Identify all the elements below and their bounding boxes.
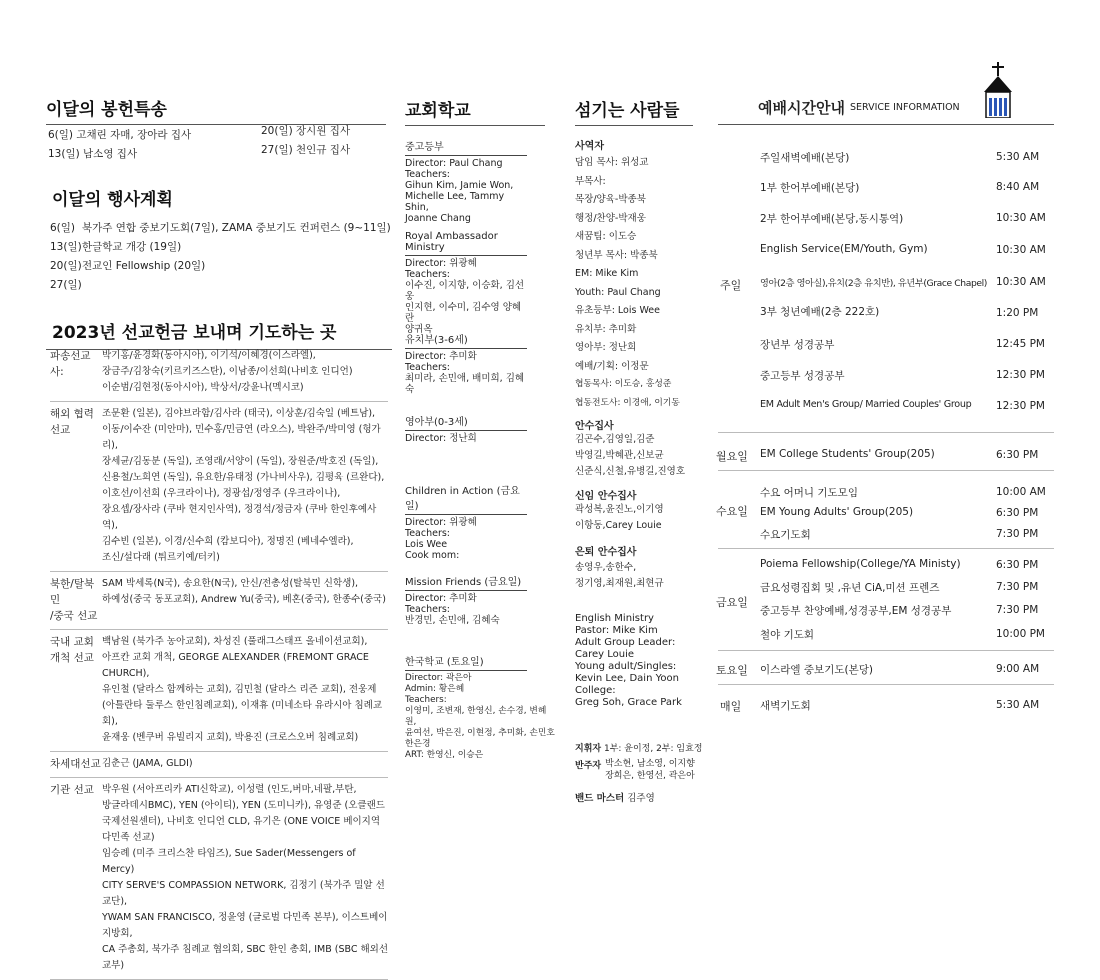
band-value: 김주영: [627, 793, 655, 804]
service-time: 7:30 PM: [996, 604, 1039, 616]
section-title: 유치부(3-6세): [405, 331, 527, 349]
service-name: 수요 어머니 기도모임: [760, 487, 858, 499]
section-body: Director: 곽은아 Admin: 황은혜 Teachers: 이영미, 조변재, 한영신, 손수경, 변혜원, 윤여선, 박은진, 이현정, 추미화, 손민호 한은경 ART: 한영신, 이승은: [405, 673, 555, 760]
event-text: 한글학교 개강 (19일): [82, 241, 182, 253]
staff-item: 협동전도사: 이경애, 이기동: [575, 397, 680, 408]
event-day: 6(일): [50, 222, 76, 234]
accomp-value: 박소현, 남소영, 이지향 장희은, 한영선, 곽은아: [605, 759, 695, 781]
divider: [718, 432, 1054, 433]
mission-label: 해외 협력 선교: [50, 408, 94, 436]
mission-text: 백남원 (북가주 농아교회), 차성진 (풀래그스태프 올네이션교회), 아프칸 교회 개척, GEORGE ALEXANDER (FREMONT GRACE CHURCH), 유인철 (달라스 함께하는 교회), 김민철 (달라스 리즌 교회), 전웅제 (아틀란타 둘루스 한인침례교회), 이재휴 (미네소타 유라시아 침례교회), 윤재웅 (벤쿠버 유빌리지 교회), 박용진 (크로스오버 침례교회): [102, 636, 383, 743]
divider: [718, 548, 1054, 549]
event-row: [50, 220, 395, 239]
offering-title: 이달의 봉헌특송: [46, 95, 386, 125]
offering-right-1: 20(일) 장시원 집사: [261, 125, 351, 137]
service-name: EM Young Adults' Group(205): [760, 506, 914, 518]
mission-row: [50, 344, 388, 402]
staff-item: 청년부 목사: 박종북: [575, 249, 658, 261]
em-block: English Ministry Pastor: Mike Kim Adult Group Leader: Carey Louie Young adult/Singles: Kevin Lee, Dain Yoon College: Greg Soh, Grace Park: [575, 613, 682, 708]
service-name: Poiema Fellowship(College/YA Ministy): [760, 558, 961, 570]
service-name: EM College Students' Group(205): [760, 448, 935, 460]
service-time: 12:30 PM: [996, 369, 1045, 381]
mission-row: [50, 752, 388, 778]
offering-left-1: 6(일) 고채린 자매, 장아라 집사: [48, 129, 192, 141]
staff-item: 목장/양육-박종북: [575, 194, 646, 205]
service-time: 10:00 AM: [996, 486, 1046, 498]
service-time: 9:00 AM: [996, 663, 1040, 675]
service-title-en: SERVICE INFORMATION: [850, 102, 960, 113]
offering-left-2: 13(일) 남소영 집사: [48, 148, 138, 160]
day-label-saturday: 토요일: [716, 664, 748, 677]
mission-text: 박기홍/윤경화(동아시아), 이기석/이혜경(이스라엘), 장금주/김창숙(키르키즈스탄), 이남종/이선희(나비호 인디언) 이순범/김현정(동아시아), 박상서/강윤나(멕시코): [102, 350, 353, 393]
mission-text: 김춘근 (JAMA, GLDI): [102, 758, 193, 769]
service-name: 영아(2층 영아실),유치(2층 유치반), 유년부(Grace Chapel): [760, 278, 987, 289]
staff-item: 담임 목사: 위성교: [575, 157, 649, 168]
mission-label: 기관 선교: [50, 784, 94, 796]
service-name: 2부 한어부예배(본당,동시통역): [760, 213, 904, 225]
service-name: 3부 청년예배(2층 222호): [760, 306, 880, 318]
deacons-head: 안수집사: [575, 421, 614, 432]
day-label-sunday: 주일: [720, 279, 742, 292]
mission-title: 2023년 선교헌금 보내며 기도하는 곳: [46, 318, 392, 350]
events-title: 이달의 행사계획: [52, 190, 173, 210]
service-name: 주일새벽예배(본당): [760, 152, 850, 164]
section-body: Director: 추미화 Teachers: 최미라, 손민애, 배미희, 김혜숙: [405, 351, 525, 395]
service-time: 12:30 PM: [996, 400, 1045, 412]
staff-item: 부목사:: [575, 175, 606, 187]
section-title: Children in Action (금요일): [405, 482, 527, 515]
staff-item: 영아부: 정난희: [575, 342, 637, 353]
school-title: 교회학교: [405, 96, 545, 126]
divider: [718, 470, 1054, 471]
service-time: 12:45 PM: [996, 338, 1045, 350]
new-deacons-list: 곽성복,윤진노,이기영 이항동,Carey Louie: [575, 504, 664, 531]
service-time: 7:30 PM: [996, 528, 1039, 540]
offering-right-2: 27(일) 천인규 집사: [261, 144, 351, 156]
servers-title: 섬기는 사람들: [575, 96, 693, 126]
mission-label: 북한/탈북민 /중국 선교: [50, 578, 98, 622]
service-name: EM Adult Men's Group/ Married Couples' Group: [760, 399, 972, 410]
service-time: 10:00 PM: [996, 628, 1045, 640]
events-list: [50, 220, 395, 296]
service-name: 중고등부 찬양예배,성경공부,EM 성경공부: [760, 605, 952, 617]
service-time: 6:30 PM: [996, 559, 1039, 571]
service-name: 1부 한어부예배(본당): [760, 182, 860, 194]
church-icon: [976, 62, 1020, 118]
service-header: [718, 60, 1054, 125]
staff-item: 유초등부: Lois Wee: [575, 305, 661, 316]
school-section: [405, 138, 527, 224]
conductor-value: 1부: 윤이정, 2부: 임효정: [603, 744, 703, 754]
staff-item: 새꿈팀: 이도승: [575, 231, 637, 242]
staff-block: [575, 137, 700, 416]
new-deacons-head: 신임 안수집사: [575, 491, 637, 502]
section-title: 중고등부: [405, 138, 527, 156]
service-time: 1:20 PM: [996, 307, 1039, 319]
staff-item: 협동목사: 이도승, 홍성준: [575, 379, 672, 389]
service-time: 5:30 AM: [996, 151, 1040, 163]
school-section: [405, 231, 527, 335]
section-body: Director: Paul Chang Teachers: Gihun Kim, Jamie Won, Michelle Lee, Tammy Shin, Joanne Chang: [405, 158, 514, 224]
staff-item: EM: Mike Kim: [575, 268, 639, 279]
accomp-row: [575, 758, 695, 782]
day-label-daily: 매일: [720, 700, 742, 713]
service-time: 10:30 AM: [996, 276, 1046, 288]
band-label: 밴드 마스터: [575, 793, 625, 804]
service-title: 예배시간안내: [758, 99, 845, 117]
mission-row: [50, 402, 388, 572]
retired-head: 은퇴 안수집사: [575, 547, 637, 558]
event-row: [50, 239, 395, 258]
section-body: Director: 추미화 Teachers: 반경민, 손민애, 김혜숙: [405, 593, 500, 626]
mission-label: 파송선교사:: [50, 350, 91, 378]
day-label-wednesday: 수요일: [716, 505, 748, 518]
mission-row: [50, 630, 388, 752]
school-section: [405, 653, 555, 761]
conductor-label: 지휘자: [575, 744, 602, 754]
mission-text: 조문환 (일본), 김야브라함/김사라 (태국), 이상훈/김숙일 (베트남), 이동/이수잔 (미안마), 민수홍/민금연 (라오스), 박완주/박미영 (헝가리), 장세균/김동분 (독일), 조영래/서양이 (독일), 장원준/박호진 (독일), 신용철/노희연 (독일), 유요한/유태정 (가나비사우), 김평육 (르완다), 이호선/이선희 (우크라이나), 정광섭/정영주 (우크라이나), 장요셉/장사라 (쿠바 현지인사역), 정경석/정금자 (쿠바 한인후예사역), 김수빈 (일본), 이경/신수희 (캄보디아), 정명진 (베네수엘라), 조신/설다래 (튀르키예/터키): [102, 408, 385, 563]
service-time: 8:40 AM: [996, 181, 1040, 193]
service-time: 6:30 PM: [996, 507, 1039, 519]
service-name: 중고등부 성경공부: [760, 370, 845, 382]
mission-table: [50, 344, 388, 980]
accomp-label: 반주자: [575, 761, 602, 771]
section-body: Director: 정난희: [405, 433, 477, 444]
conductor-row: [575, 741, 702, 754]
school-section: [405, 482, 527, 561]
section-title: Mission Friends (금요일): [405, 573, 527, 591]
school-section: [405, 331, 527, 395]
service-name: English Service(EM/Youth, Gym): [760, 243, 928, 255]
section-body: Director: 위광혜 Teachers: Lois Wee Cook mom:: [405, 517, 477, 561]
service-name: 금요성령집회 및 ,유년 CiA,미션 프렌즈: [760, 582, 940, 594]
event-row: [50, 258, 395, 277]
staff-item: 유치부: 추미화: [575, 323, 637, 335]
event-text: 전교인 Fellowship (20일): [82, 260, 206, 272]
mission-label: 차세대선교: [50, 758, 101, 770]
mission-text: SAM 박세록(N국), 송요한(N국), 안신/전총성(탈북민 신학생), 하예성(중국 동포교회), Andrew Yu(중국), 베혼(중국), 한종수(중국): [102, 578, 386, 605]
event-day: 13(일): [50, 241, 82, 253]
mission-row: [50, 572, 388, 630]
section-title: 영아부(0-3세): [405, 413, 527, 431]
section-title: 한국학교 (토요일): [405, 653, 527, 671]
service-time: 10:30 AM: [996, 212, 1046, 224]
service-name: 수요기도회: [760, 529, 811, 541]
event-row: [50, 277, 395, 296]
service-name: 철야 기도회: [760, 629, 815, 641]
section-title: Royal Ambassador Ministry: [405, 231, 527, 256]
service-name: 이스라엘 중보기도(본당): [760, 664, 873, 676]
event-text: 북가주 연합 중보기도회(7일), ZAMA 중보기도 컨퍼런스 (9~11일): [82, 222, 391, 234]
deacons-list: 김곤수,김영일,김준 박영길,박혜관,신보균 신준식,신철,유병길,진영호: [575, 434, 686, 477]
staff-item: 행정/찬양-박재웅: [575, 212, 646, 224]
service-name: 새벽기도회: [760, 700, 811, 712]
day-label-monday: 월요일: [716, 450, 748, 463]
school-section: [405, 573, 527, 626]
staff-item: 예배/기획: 이정문: [575, 360, 649, 372]
divider: [718, 684, 1054, 685]
band-row: [575, 790, 655, 804]
divider: [718, 650, 1054, 651]
school-section: [405, 413, 527, 444]
service-time: 10:30 AM: [996, 244, 1046, 256]
event-day: 20(일): [50, 260, 82, 272]
mission-row: [50, 778, 388, 980]
event-day: 27(일): [50, 279, 82, 291]
staff-head: 사역자: [575, 141, 604, 152]
retired-list: 송영우,송한수, 정기영,최재원,최현규: [575, 562, 664, 589]
service-time: 5:30 AM: [996, 699, 1040, 711]
service-time: 6:30 PM: [996, 449, 1039, 461]
mission-label: 국내 교회 개척 선교: [50, 636, 94, 664]
staff-item: Youth: Paul Chang: [575, 286, 661, 298]
service-name: 장년부 성경공부: [760, 339, 835, 351]
service-time: 7:30 PM: [996, 581, 1039, 593]
section-body: Director: 위광혜 Teachers: 이수진, 이지향, 이승화, 김선웅 인지현, 이수미, 김수영 양혜란 양귀옥: [405, 258, 525, 335]
day-label-friday: 금요일: [716, 596, 748, 609]
mission-text: 박우원 (서아프리카 ATI신학교), 이성렬 (인도,버마,네팔,부탄, 방글라데시BMC), YEN (아이티), YEN (도미니카), 유영준 (오클랜드 국제선원센터), 나비호 인디언 CLD, 유기은 (ONE VOICE 베이지역 다민족 선교) 임승례 (미주 크리스찬 타임즈), Sue Sader(Messengers of Mercy) CITY SERVE'S COMPASSION NETWORK, 김정기 (북가주 밀알 선교단), YWAM SAN FRANCISCO, 정윤영 (글로벌 다민족 본부), 이스트베이 지방회, CA 주총회, 북가주 침례교 협의회, SBC 한인 총회, IMB (SBC 해외선교부): [102, 784, 389, 971]
